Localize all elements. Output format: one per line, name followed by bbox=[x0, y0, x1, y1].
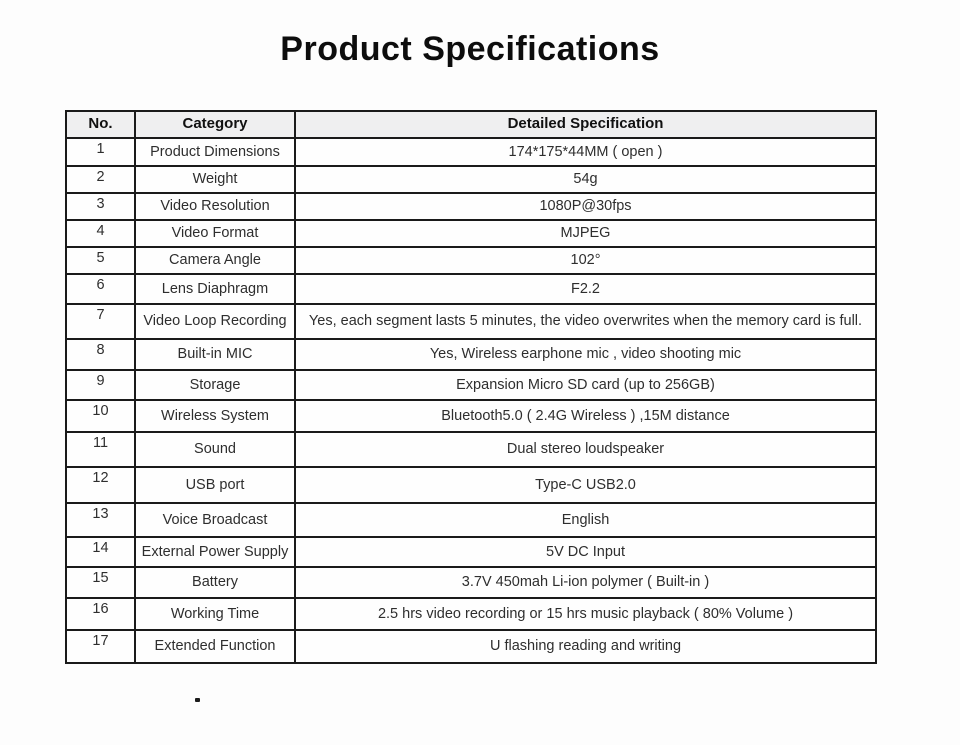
table-row bbox=[66, 567, 876, 598]
row-category: Weight bbox=[135, 166, 295, 193]
row-category: Wireless System bbox=[135, 400, 295, 432]
row-no: 5 bbox=[66, 247, 135, 274]
row-category: Sound bbox=[135, 432, 295, 467]
table-row bbox=[66, 537, 876, 567]
header-category: Category bbox=[135, 111, 295, 138]
table-row bbox=[66, 432, 876, 467]
row-category: Battery bbox=[135, 567, 295, 598]
table-row bbox=[66, 138, 876, 166]
row-no: 4 bbox=[66, 220, 135, 247]
row-category: Lens Diaphragm bbox=[135, 274, 295, 304]
row-spec: 5V DC Input bbox=[295, 537, 876, 567]
row-category: Video Format bbox=[135, 220, 295, 247]
row-no: 1 bbox=[66, 138, 135, 166]
row-spec: 3.7V 450mah Li-ion polymer ( Built-in ) bbox=[295, 567, 876, 598]
table-row bbox=[66, 274, 876, 304]
header-no: No. bbox=[66, 111, 135, 138]
row-category: Video Resolution bbox=[135, 193, 295, 220]
row-spec: 174*175*44MM ( open ) bbox=[295, 138, 876, 166]
row-no: 3 bbox=[66, 193, 135, 220]
row-category: Built-in MIC bbox=[135, 339, 295, 370]
table-row bbox=[66, 339, 876, 370]
row-category: Extended Function bbox=[135, 630, 295, 663]
row-spec: 1080P@30fps bbox=[295, 193, 876, 220]
row-category: External Power Supply bbox=[135, 537, 295, 567]
row-no: 9 bbox=[66, 370, 135, 400]
table-row bbox=[66, 166, 876, 193]
row-spec: Dual stereo loudspeaker bbox=[295, 432, 876, 467]
row-no: 15 bbox=[66, 567, 135, 598]
row-no: 12 bbox=[66, 467, 135, 503]
row-category: Voice Broadcast bbox=[135, 503, 295, 537]
table-row bbox=[66, 400, 876, 432]
row-spec: 54g bbox=[295, 166, 876, 193]
table-row bbox=[66, 247, 876, 274]
row-spec: Yes, each segment lasts 5 minutes, the video overwrites when the memory card is full. bbox=[295, 304, 876, 339]
row-spec: Type-C USB2.0 bbox=[295, 467, 876, 503]
row-spec: MJPEG bbox=[295, 220, 876, 247]
table-row bbox=[66, 370, 876, 400]
row-category: Working Time bbox=[135, 598, 295, 630]
row-spec: U flashing reading and writing bbox=[295, 630, 876, 663]
row-spec: 2.5 hrs video recording or 15 hrs music playback ( 80% Volume ) bbox=[295, 598, 876, 630]
row-category: Product Dimensions bbox=[135, 138, 295, 166]
row-category: Storage bbox=[135, 370, 295, 400]
table-row bbox=[66, 467, 876, 503]
row-no: 7 bbox=[66, 304, 135, 339]
row-no: 16 bbox=[66, 598, 135, 630]
row-no: 11 bbox=[66, 432, 135, 467]
row-no: 14 bbox=[66, 537, 135, 567]
stray-dot-mark bbox=[195, 698, 200, 702]
table-row bbox=[66, 503, 876, 537]
row-spec: Bluetooth5.0 ( 2.4G Wireless ) ,15M distance bbox=[295, 400, 876, 432]
table-row bbox=[66, 304, 876, 339]
row-spec: F2.2 bbox=[295, 274, 876, 304]
row-no: 13 bbox=[66, 503, 135, 537]
row-no: 17 bbox=[66, 630, 135, 663]
spec-table bbox=[65, 110, 877, 664]
row-spec: Expansion Micro SD card (up to 256GB) bbox=[295, 370, 876, 400]
row-no: 10 bbox=[66, 400, 135, 432]
table-header-row bbox=[66, 111, 876, 138]
page-title: Product Specifications bbox=[280, 30, 660, 68]
row-category: Camera Angle bbox=[135, 247, 295, 274]
header-detailed-specification: Detailed Specification bbox=[295, 111, 876, 138]
row-no: 2 bbox=[66, 166, 135, 193]
row-spec: English bbox=[295, 503, 876, 537]
table-row bbox=[66, 220, 876, 247]
table-row bbox=[66, 630, 876, 663]
row-category: Video Loop Recording bbox=[135, 304, 295, 339]
table-row bbox=[66, 193, 876, 220]
row-category: USB port bbox=[135, 467, 295, 503]
table-row bbox=[66, 598, 876, 630]
row-spec: 102° bbox=[295, 247, 876, 274]
row-no: 8 bbox=[66, 339, 135, 370]
row-spec: Yes, Wireless earphone mic , video shooting mic bbox=[295, 339, 876, 370]
row-no: 6 bbox=[66, 274, 135, 304]
